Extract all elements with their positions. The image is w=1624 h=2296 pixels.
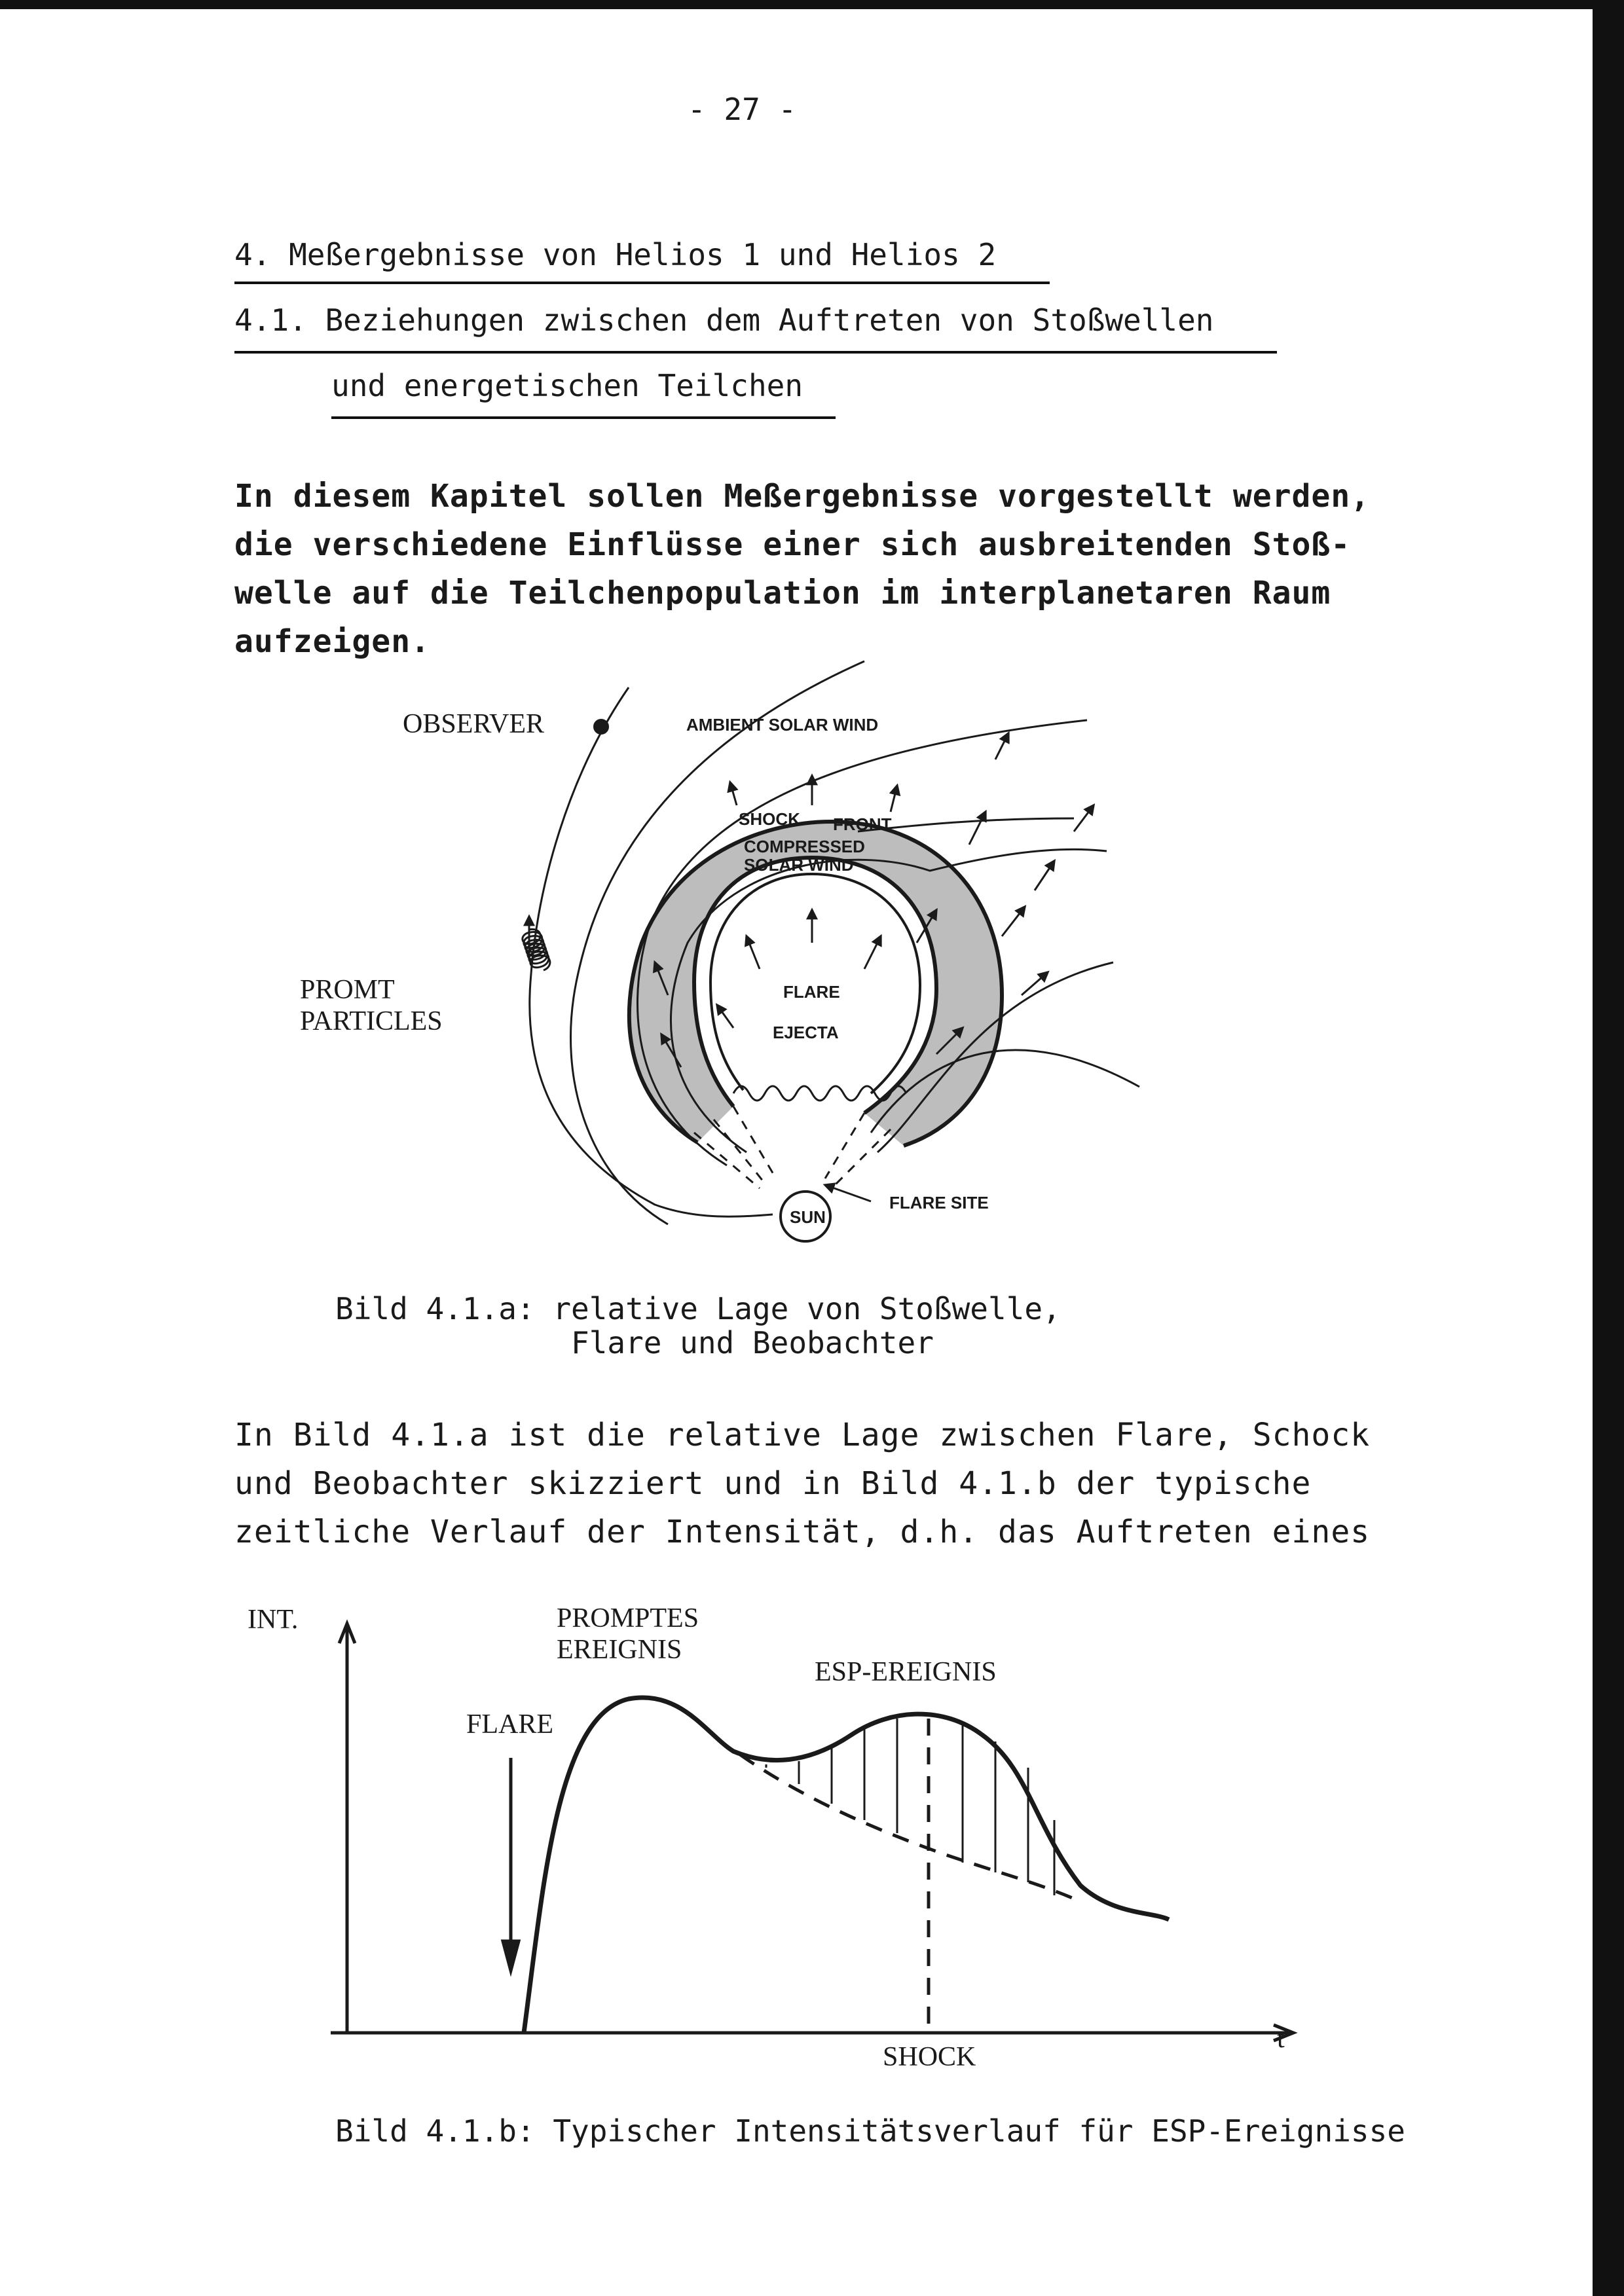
paragraph2-line: zeitliche Verlauf der Intensität, d.h. das Auftreten eines (234, 1514, 1371, 1550)
label-ambient-solar-wind: AMBIENT SOLAR WIND (686, 715, 879, 735)
figure-a-caption-line2: Flare und Beobachter (571, 1325, 934, 1360)
label-flare-site: FLARE SITE (889, 1193, 989, 1212)
paragraph1-line: die verschiedene Einflüsse einer sich ausbreitenden Stoß- (234, 526, 1351, 563)
label-esp-ereignis: ESP-EREIGNIS (815, 1657, 997, 1687)
label-observer: OBSERVER (403, 709, 545, 739)
label-flare: FLARE (466, 1709, 554, 1740)
subsection-heading-line1: 4.1. Beziehungen zwischen dem Auftreten von Stoßwellen (234, 302, 1214, 338)
flare-arrowhead (503, 1941, 519, 1971)
label-solar-wind: SOLAR WIND (744, 855, 854, 875)
label-ejecta: EJECTA (773, 1023, 839, 1042)
label-sun: SUN (790, 1207, 826, 1227)
label-particles: PARTICLES (300, 1006, 443, 1036)
paragraph2-line: In Bild 4.1.a ist die relative Lage zwischen Flare, Schock (234, 1417, 1371, 1453)
paragraph2-line: und Beobachter skizziert und in Bild 4.1.b der typische (234, 1465, 1312, 1502)
page-number: - 27 - (688, 92, 797, 127)
label-shock: SHOCK (739, 809, 800, 829)
paragraph1-line: welle auf die Teilchenpopulation im interplanetaren Raum (234, 575, 1331, 611)
background-dashed-curve (740, 1755, 1074, 1899)
subsection-heading-line2: und energetischen Teilchen (331, 368, 803, 403)
paragraph1-line: aufzeigen. (234, 623, 430, 660)
section-heading: 4. Meßergebnisse von Helios 1 und Helios 2 (234, 237, 997, 272)
label-ereignis: EREIGNIS (557, 1635, 682, 1665)
label-promt: PROMT (300, 975, 395, 1005)
label-x-axis-t: t (1277, 2024, 1285, 2054)
figure-b-caption: Bild 4.1.b: Typischer Intensitätsverlauf für ESP-Ereignisse (335, 2113, 1405, 2149)
label-y-axis-int: INT. (248, 1605, 299, 1635)
esp-hatching (766, 1719, 1054, 1895)
figure-a-caption-line1: Bild 4.1.a: relative Lage von Stoßwelle, (335, 1291, 1061, 1326)
intensity-curve (524, 1698, 1169, 2033)
paragraph1-line: In diesem Kapitel sollen Meßergebnisse vorgestellt werden, (234, 478, 1371, 515)
label-compressed: COMPRESSED (744, 837, 865, 856)
label-promptes: PROMPTES (557, 1603, 699, 1633)
label-shock: SHOCK (883, 2042, 976, 2072)
label-front: FRONT (833, 814, 892, 834)
label-flare: FLARE (783, 982, 840, 1002)
